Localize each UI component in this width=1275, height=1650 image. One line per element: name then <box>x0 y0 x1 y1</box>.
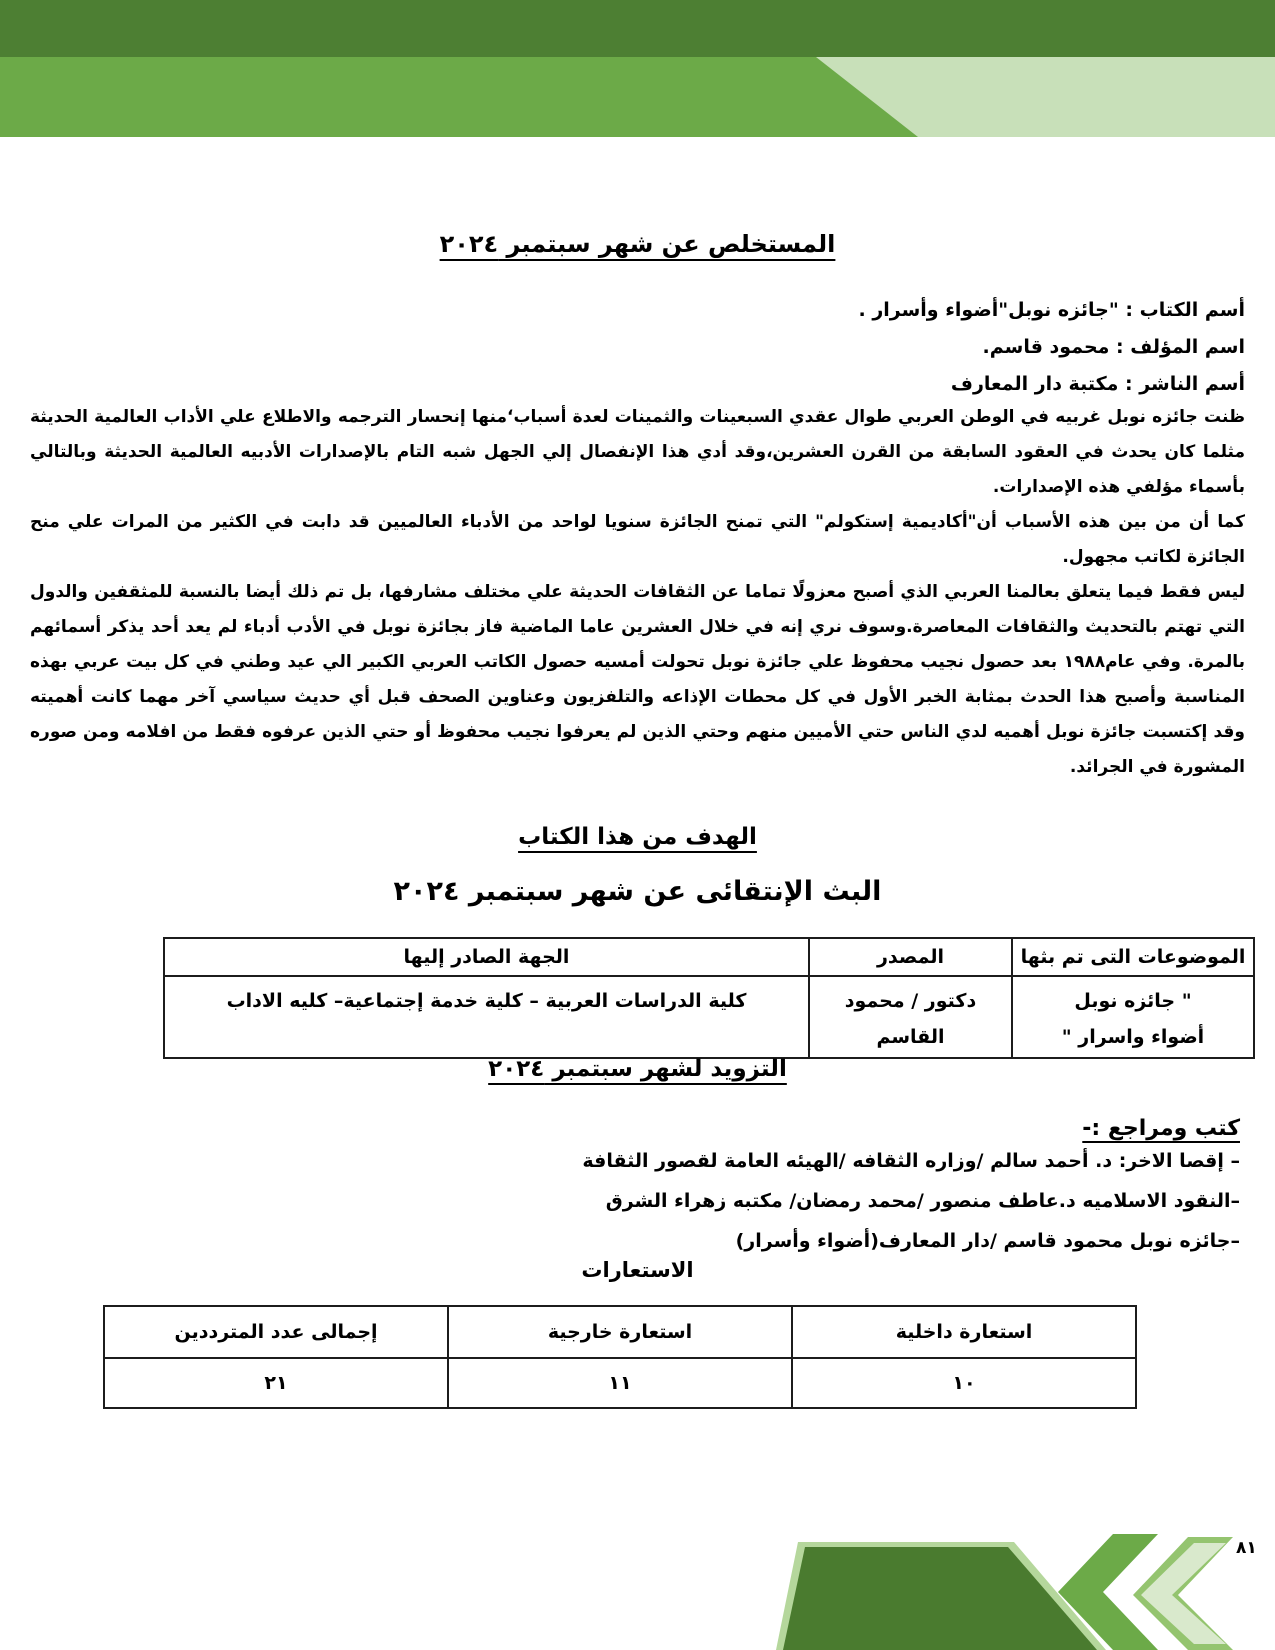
loans-table <box>105 1305 1137 1409</box>
supply-heading: التزويد لشهر سبتمبر ٢٠٢٤ <box>488 1056 787 1082</box>
broadcast-topics-cell <box>1012 976 1254 1058</box>
loans-col-external: استعارة خارجية <box>448 1306 792 1358</box>
book-meta <box>30 292 1245 403</box>
loans-heading: الاستعارات <box>581 1258 694 1282</box>
table-row <box>104 1358 1136 1408</box>
loans-col-internal: استعارة داخلية <box>792 1306 1136 1358</box>
broadcast-col-destination: الجهة الصادر إليها <box>164 938 809 976</box>
summary-paragraph: كما أن من بين هذه الأسباب أن"أكاديمية إستكولم" التي تمنح الجائزة سنويا لواحد من الأدباء العالميين قد دابت في الكثير من المرات علي منح الجائزة لكاتب مجهول. <box>30 512 1245 567</box>
summary-title: المستخلص عن شهر سبتمبر ٢٠٢٤ <box>439 230 836 258</box>
loans-col-total: إجمالى عدد المترددين <box>104 1306 448 1358</box>
book-name-line: أسم الكتاب : "جائزه نوبل"أضواء وأسرار . <box>858 299 1245 321</box>
table-row <box>164 976 1254 1058</box>
summary-paragraph: ليس فقط فيما يتعلق بعالمنا العربي الذي أصبح معزولًا تماما عن الثقافات الحديثة علي مختلف مشارفها، بل تم ذلك أيضا بالنسبة للمثقفين والدول التي تهتم بالتحديث والثقافات المعاصرة.وسوف نري إنه في خلال العشرين عاما الماضية فاز بجائزة نوبل في الأدب أدباء لم يعد أحد يذكر أسمائهم بالمرة. وفي عام١٩٨٨ بعد حصول نجيب محفوظ علي جائزة نوبل تحولت أمسيه حصول الكاتب العربي الكبير الي عيد وطني في كل بيت عربي بهذه المناسبة وأصبح هذا الحدث بمثابة الخبر الأول في كل محطات الإذاعه والتلفزيون وعناوين الصحف قبل أي حديث سياسي آخر مهما كانت أهميته وقد إكتسبت جائزة نوبل أهميه لدي الناس حتي الأميين منهم وحتي الذين لم يعرفوا نجيب محفوظ أو حتي الذين عرفوه فقط من افلامه ومن صوره المشورة في الجرائد. <box>30 582 1245 777</box>
publisher-line: أسم الناشر : مكتبة دار المعارف <box>950 373 1245 395</box>
summary-body <box>30 400 1245 788</box>
broadcast-col-topics: الموضوعات التى تم بثها <box>1012 938 1254 976</box>
broadcast-col-source: المصدر <box>809 938 1012 976</box>
loans-total-value: ٢١ <box>104 1358 448 1408</box>
broadcast-topics-line1: " جائزه نوبل <box>1074 990 1192 1012</box>
header-dark-band <box>0 0 1275 57</box>
summary-paragraph: ظنت جائزه نوبل غربيه في الوطن العربي طوال عقدي السبعينات والثمينات لعدة أسباب‘منها إنحسار الترجمه والاطلاع علي الأداب العالمية الحديثة مثلما كان يحدث في العقود السابقة من القرن العشرين،وقد أدي هذا الإنفصال إلي الجهل شبه التام بالإصدارات الأدبيه العالمية الحديثة وبالتالي بأسماء مؤلفي هذه الإصدارات. <box>30 407 1245 497</box>
reference-item: –النقود الاسلاميه د.عاطف منصور /محمد رمضان/ مكتبه زهراء الشرق <box>605 1190 1240 1212</box>
footer-decoration <box>0 1534 1275 1650</box>
broadcast-source-cell: دكتور / محمود القاسم <box>809 976 1012 1058</box>
broadcast-table <box>165 937 1255 1059</box>
reference-item: –جائزه نوبل محمود قاسم /دار المعارف(أضواء وأسرار) <box>735 1230 1240 1252</box>
page-number: ٨١ <box>1236 1538 1257 1558</box>
summary-paragraph <box>30 785 1245 788</box>
reference-item: – إقصا الاخر: د. أحمد سالم /وزاره الثقافه /الهيئه العامة لقصور الثقافة <box>582 1150 1240 1172</box>
author-line: اسم المؤلف : محمود قاسم. <box>982 336 1245 358</box>
loans-internal-value: ١٠ <box>792 1358 1136 1408</box>
goal-heading: الهدف من هذا الكتاب <box>518 824 757 850</box>
broadcast-destination-cell: كلية الدراسات العربية – كلية خدمة إجتماعية– كليه الاداب <box>164 976 809 1058</box>
broadcast-topics-line2: أضواء واسرار " <box>1061 1026 1205 1048</box>
broadcast-heading: البث الإنتقائى عن شهر سبتمبر ٢٠٢٤ <box>393 876 882 907</box>
loans-external-value: ١١ <box>448 1358 792 1408</box>
books-references-heading: كتب ومراجع :- <box>1082 1116 1240 1141</box>
